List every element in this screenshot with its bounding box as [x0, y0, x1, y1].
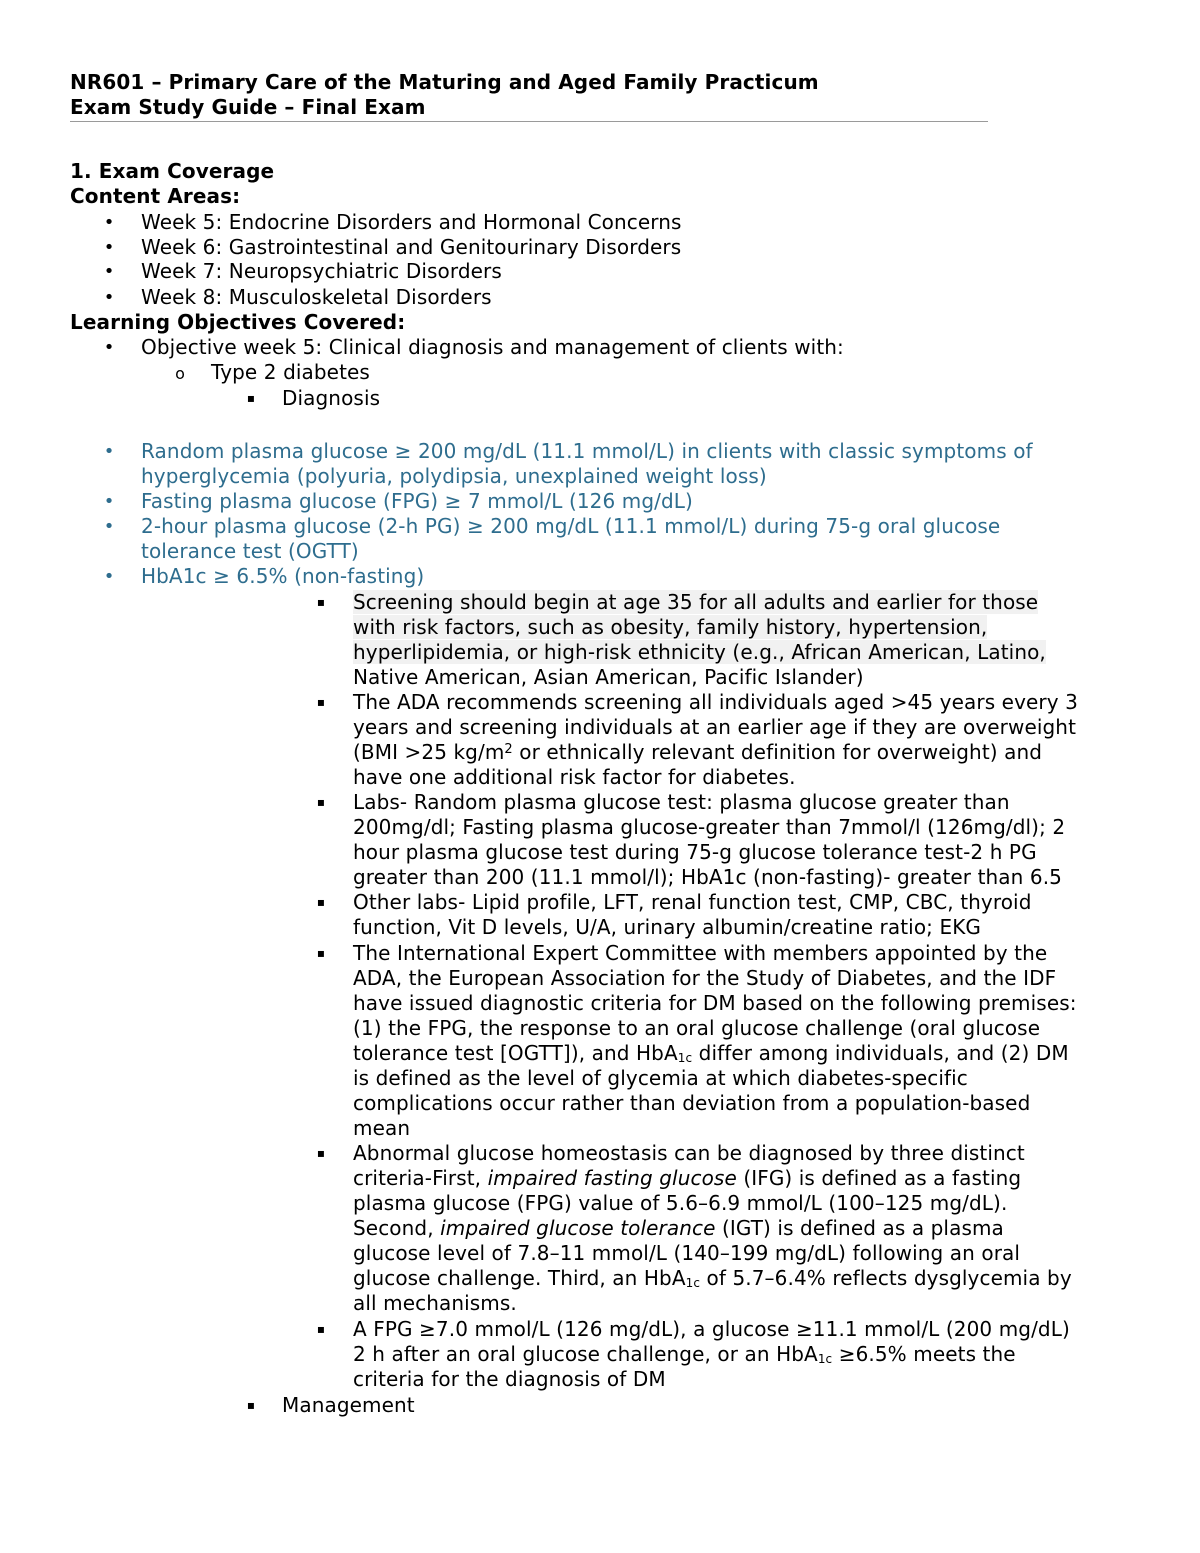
square-bullet-icon: ▪ — [316, 795, 326, 809]
document-title: NR601 – Primary Care of the Maturing and Aged Family Practicum — [70, 70, 819, 94]
note-line: greater than 200 (11.1 mmol/l); HbA1c (non-fasting)- greater than 6.5 — [353, 865, 1062, 889]
topic-item: Type 2 diabetes — [211, 360, 370, 384]
bullet-icon: • — [103, 237, 115, 258]
bullet-icon: • — [103, 212, 115, 233]
note-line: have one additional risk factor for diabetes. — [353, 765, 796, 789]
note-line — [353, 1216, 1004, 1241]
note-text: hyperlipidemia, or high-risk ethnicity (e.g., African American, Latino, — [353, 640, 1046, 664]
note-text: (IFG) is defined as a fasting — [736, 1166, 1022, 1190]
bullet-icon: • — [103, 491, 115, 512]
note-line: (1) the FPG, the response to an oral glucose challenge (oral glucose — [353, 1016, 1041, 1040]
criteria-item: tolerance test (OGTT) — [141, 539, 359, 563]
square-bullet-icon: ▪ — [316, 895, 326, 909]
note-line: function, Vit D levels, U/A, urinary albumin/creatine ratio; EKG — [353, 915, 982, 939]
note-text: tolerance test [OGTT]), and HbA — [353, 1041, 678, 1065]
note-text: criteria-First, — [353, 1166, 488, 1190]
objective-item: Objective week 5: Clinical diagnosis and management of clients with: — [141, 335, 844, 359]
note-line: ADA, the European Association for the Study of Diabetes, and the IDF — [353, 966, 1057, 990]
note-line — [353, 1266, 1072, 1291]
italic-term: impaired glucose tolerance — [440, 1216, 716, 1240]
note-line: all mechanisms. — [353, 1291, 517, 1315]
subscript: 1c — [685, 1276, 701, 1290]
note-line — [353, 665, 864, 690]
note-text: or ethnically relevant definition for overweight) and — [512, 740, 1043, 764]
note-text: Native American, Asian American, Pacific Islander) — [353, 665, 864, 689]
note-text: of 5.7–6.4% reflects dysglycemia by — [700, 1266, 1072, 1290]
note-line — [353, 1041, 1069, 1066]
criteria-item: hyperglycemia (polyuria, polydipsia, unexplained weight loss) — [141, 464, 767, 488]
circle-bullet-icon: o — [175, 364, 185, 383]
objectives-label: Learning Objectives Covered: — [70, 310, 406, 334]
criteria-item: Fasting plasma glucose (FPG) ≥ 7 mmol/L (126 mg/dL) — [141, 489, 693, 513]
list-item: Week 7: Neuropsychiatric Disorders — [141, 259, 502, 283]
note-line — [353, 740, 1042, 765]
note-text: (IGT) is defined as a plasma — [715, 1216, 1004, 1240]
note-line: have issued diagnostic criteria for DM based on the following premises: — [353, 991, 1077, 1015]
section-heading: 1. Exam Coverage — [70, 159, 275, 183]
square-bullet-icon: ▪ — [246, 1398, 256, 1412]
subtopic-diagnosis: Diagnosis — [282, 386, 381, 410]
square-bullet-icon: ▪ — [316, 695, 326, 709]
note-line: glucose level of 7.8–11 mmol/L (140–199 mg/dL) following an oral — [353, 1241, 1021, 1265]
note-line: Other labs- Lipid profile, LFT, renal function test, CMP, CBC, thyroid — [353, 890, 1032, 914]
note-line: years and screening individuals at an earlier age if they are overweight — [353, 715, 1077, 739]
criteria-item: 2-hour plasma glucose (2-h PG) ≥ 200 mg/dL (11.1 mmol/L) during 75-g oral glucose — [141, 514, 1001, 538]
note-text: 2 h after an oral glucose challenge, or an HbA — [353, 1342, 818, 1366]
note-line: hour plasma glucose test during 75-g glucose tolerance test-2 h PG — [353, 840, 1037, 864]
bullet-icon: • — [103, 566, 115, 587]
italic-term: impaired fasting glucose — [487, 1166, 737, 1190]
note-line: criteria for the diagnosis of DM — [353, 1367, 666, 1391]
note-line: is defined as the level of glycemia at which diabetes-specific — [353, 1066, 968, 1090]
note-line — [353, 640, 1046, 665]
subtopic-management: Management — [282, 1393, 415, 1417]
note-text: Second, — [353, 1216, 441, 1240]
note-text: differ among individuals, and (2) DM — [692, 1041, 1069, 1065]
note-line: complications occur rather than deviation from a population-based — [353, 1091, 1031, 1115]
note-text: with risk factors, such as obesity, family history, hypertension, — [353, 615, 988, 639]
note-line — [353, 590, 1038, 615]
note-line: The ADA recommends screening all individuals aged >45 years every 3 — [353, 690, 1078, 714]
note-line — [353, 1166, 1021, 1191]
note-text: glucose challenge. Third, an HbA — [353, 1266, 686, 1290]
document-subtitle: Exam Study Guide – Final Exam — [70, 95, 426, 119]
square-bullet-icon: ▪ — [316, 1146, 326, 1160]
header-divider — [70, 121, 988, 122]
bullet-icon: • — [103, 261, 115, 282]
note-line: mean — [353, 1116, 411, 1140]
note-line — [353, 615, 987, 640]
subscript: 1c — [677, 1051, 693, 1065]
square-bullet-icon: ▪ — [316, 1322, 326, 1336]
criteria-item: HbA1c ≥ 6.5% (non-fasting) — [141, 564, 425, 588]
bullet-icon: • — [103, 441, 115, 462]
note-line — [353, 1342, 1016, 1367]
bullet-icon: • — [103, 516, 115, 537]
note-line: The International Expert Committee with members appointed by the — [353, 941, 1048, 965]
list-item: Week 6: Gastrointestinal and Genitourinary Disorders — [141, 235, 682, 259]
square-bullet-icon: ▪ — [316, 946, 326, 960]
note-line: plasma glucose (FPG) value of 5.6–6.9 mmol/L (100–125 mg/dL). — [353, 1191, 1008, 1215]
note-line: Labs- Random plasma glucose test: plasma glucose greater than — [353, 790, 1010, 814]
subscript: 1c — [817, 1352, 833, 1366]
note-line: A FPG ≥7.0 mmol/L (126 mg/dL), a glucose ≥11.1 mmol/L (200 mg/dL) — [353, 1317, 1070, 1341]
note-line: 200mg/dl; Fasting plasma glucose-greater than 7mmol/l (126mg/dl); 2 — [353, 815, 1066, 839]
content-areas-label: Content Areas: — [70, 184, 241, 208]
note-text: ≥6.5% meets the — [832, 1342, 1016, 1366]
bullet-icon: • — [103, 337, 115, 358]
criteria-item: Random plasma glucose ≥ 200 mg/dL (11.1 mmol/L) in clients with classic symptoms of — [141, 439, 1033, 463]
list-item: Week 8: Musculoskeletal Disorders — [141, 285, 492, 309]
list-item: Week 5: Endocrine Disorders and Hormonal Concerns — [141, 210, 682, 234]
square-bullet-icon: ▪ — [316, 595, 326, 609]
square-bullet-icon: ▪ — [246, 391, 256, 405]
note-line: Abnormal glucose homeostasis can be diagnosed by three distinct — [353, 1141, 1025, 1165]
bullet-icon: • — [103, 287, 115, 308]
superscript: 2 — [504, 742, 513, 757]
note-text: Screening should begin at age 35 for all adults and earlier for those — [353, 590, 1039, 614]
note-text: (BMI >25 kg/m — [353, 740, 505, 764]
